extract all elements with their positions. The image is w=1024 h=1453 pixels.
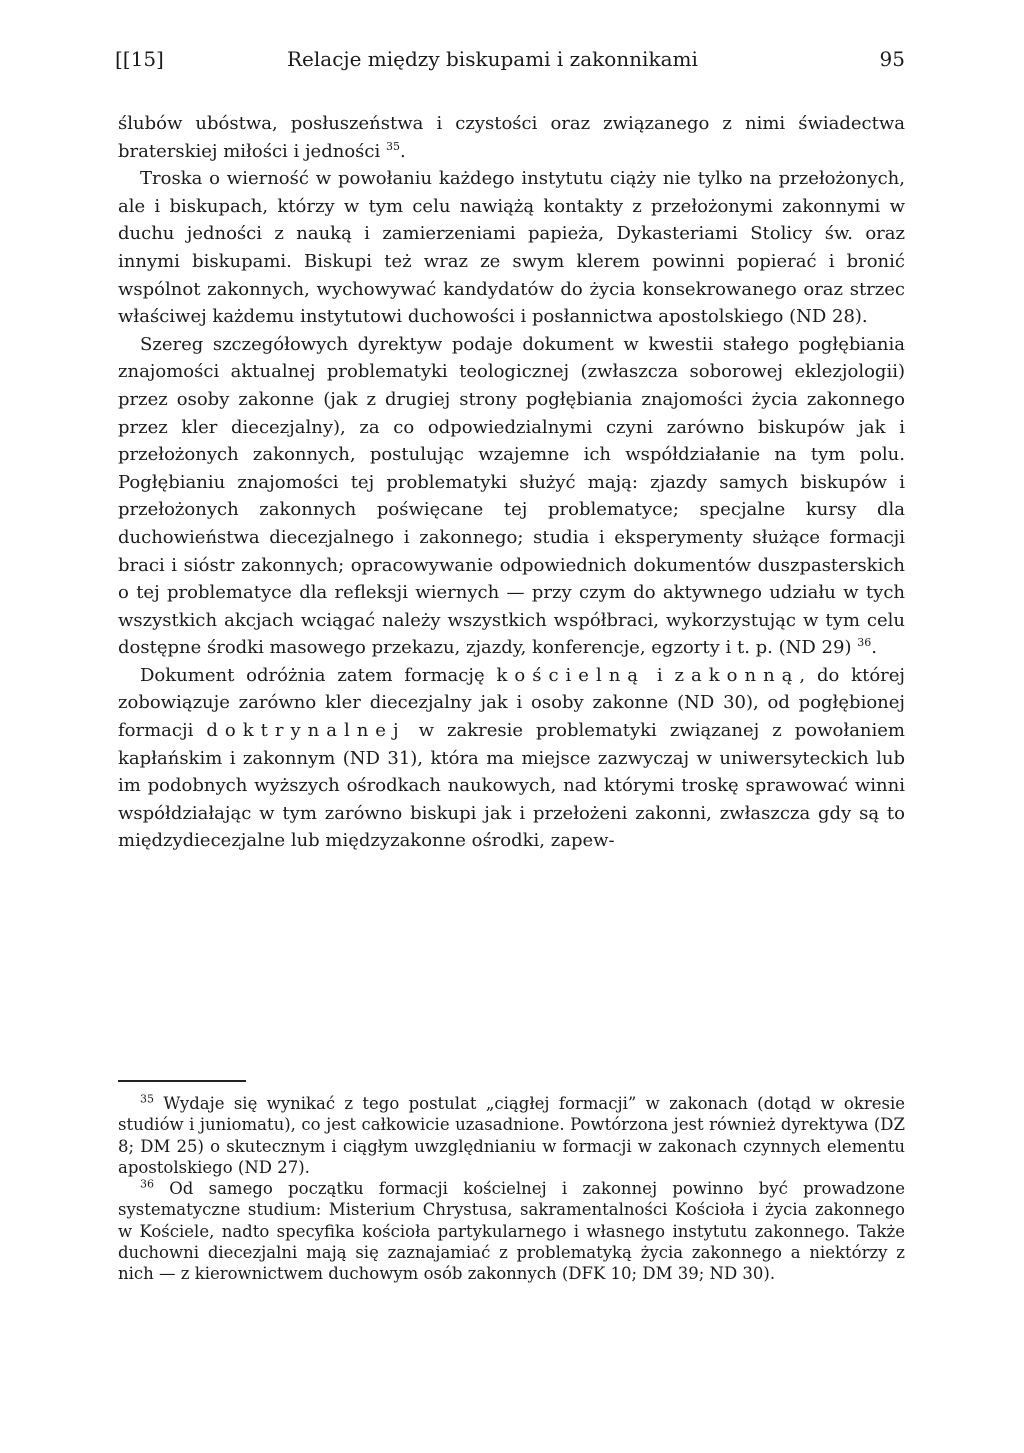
footnote-separator xyxy=(118,1080,246,1082)
main-text xyxy=(118,110,905,855)
spaced-term-zakonna: zakonną xyxy=(674,664,800,686)
paragraph-3 xyxy=(118,331,905,662)
footnote-number: 36 xyxy=(140,1177,154,1191)
footnote-36 xyxy=(118,1178,905,1284)
footnote-text: Od samego początku formacji kościelnej i zakonnej powinno być prowadzone systematyczne studium: Misterium Chrystusa, sakramentalności Kościoła i życia zakonnego w Kościele, nadto specyfika kościoła partykularnego i własnego instytutu zakonnego. Także duchowni diecezjalni mają się zaznajamiać z problematyką życia zakonnego a niektórzy z nich — z kierownictwem duchowym osób zakonnych (DFK 10; DM 39; ND 30). xyxy=(118,1179,905,1284)
running-title: Relacje między biskupami i zakonnikami xyxy=(287,47,698,71)
footnote-ref-36: 36 xyxy=(857,636,872,650)
paragraph-4-text-b: i xyxy=(656,664,663,686)
paragraph-4-text-c: , do której zobowiązuje zarówno kler diecezjalny jak i osoby zakonne (ND 30), od pogłębionej formacji xyxy=(118,664,905,742)
page-reference: [[15] xyxy=(115,47,164,71)
footnote-35 xyxy=(118,1093,905,1178)
paragraph-1-end: . xyxy=(399,140,406,162)
paragraph-4-text-d: w zakresie problematyki związanej z powołaniem kapłańskim i zakonnym (ND 31), która ma miejsce zazwyczaj w uniwersyteckich lub im podobnych wyższych ośrodkach naukowych, nad którymi troskę sprawować winni współdziałając w tym zarówno biskupi jak i przełożeni zakonni, zwłaszcza gdy są to międzydiecezjalne lub międzyzakonne ośrodki, zapew- xyxy=(118,720,905,852)
footnotes xyxy=(118,1093,905,1285)
footnote-number: 35 xyxy=(140,1092,154,1106)
paragraph-4-text-a: Dokument odróżnia zatem formację xyxy=(140,664,485,686)
running-header xyxy=(115,47,905,77)
paragraph-4 xyxy=(118,662,905,855)
footnote-ref-35: 35 xyxy=(385,139,400,153)
page-number: 95 xyxy=(879,47,905,71)
paragraph-1-text: ślubów ubóstwa, posłuszeństwa i czystości oraz związanego z nimi świadectwa braterskiej miłości i jedności xyxy=(118,113,905,162)
spaced-term-doktrynalnej: doktrynalnej xyxy=(206,720,406,742)
spaced-term-koscielna: kościelną xyxy=(496,664,646,686)
paragraph-3-text: Szereg szczegółowych dyrektyw podaje dokument w kwestii stałego pogłębiania znajomości aktualnej problematyki teologicznej (zwłaszcza soborowej eklezjologii) przez osoby zakonne (jak z drugiej strony pogłębiania znajomości życia zakonnego przez kler diecezjalny), za co odpowiedzialnymi czyni zarówno biskupów jak i przełożonych zakonnych, postulując wzajemne ich współdziałanie na tym polu. Pogłębianiu znajomości tej problematyki służyć mają: zjazdy samych biskupów i przełożonych zakonnych poświęcane tej problematyce; specjalne kursy dla duchowieństwa diecezjalnego i zakonnego; studia i eksperymenty służące formacji braci i sióstr zakonnych; opracowywanie odpowiednich dokumentów duszpasterskich o tej problematyce dla refleksji wiernych — przy czym do aktywnego udziału w tych wszystkich akcjach wciągać należy wszystkich współbraci, wykorzystując w tym celu dostępne środki masowego przekazu, zjazdy, konferencje, egzorty i t. p. (ND 29) xyxy=(118,333,905,659)
paragraph-3-end: . xyxy=(871,637,877,659)
footnote-text: Wydaje się wynikać z tego postulat „ciągłej formacji” w zakonach (dotąd w okresie studiów i juniomatu), co jest całkowicie uzasadnione. Powtórzona jest również dyrektywa (DZ 8; DM 25) o skutecznym i ciągłym uwzględnianiu w formacji w zakonach czynnych elementu apostolskiego (ND 27). xyxy=(118,1094,905,1177)
paragraph-2: Troska o wierność w powołaniu każdego instytutu ciąży nie tylko na przełożonych, ale i biskupach, którzy w tym celu nawiążą kontakty z przełożonymi zakonnymi w duchu jedności z nauką i zamierzeniami papieża, Dykasteriami Stolicy św. oraz innymi biskupami. Biskupi też wraz ze swym klerem powinni popierać i bronić wspólnot zakonnych, wychowywać kandydatów do życia konsekrowanego oraz strzec właściwej każdemu instytutowi duchowości i posłannictwa apostolskiego (ND 28). xyxy=(118,168,905,328)
paragraph-1 xyxy=(118,110,905,165)
